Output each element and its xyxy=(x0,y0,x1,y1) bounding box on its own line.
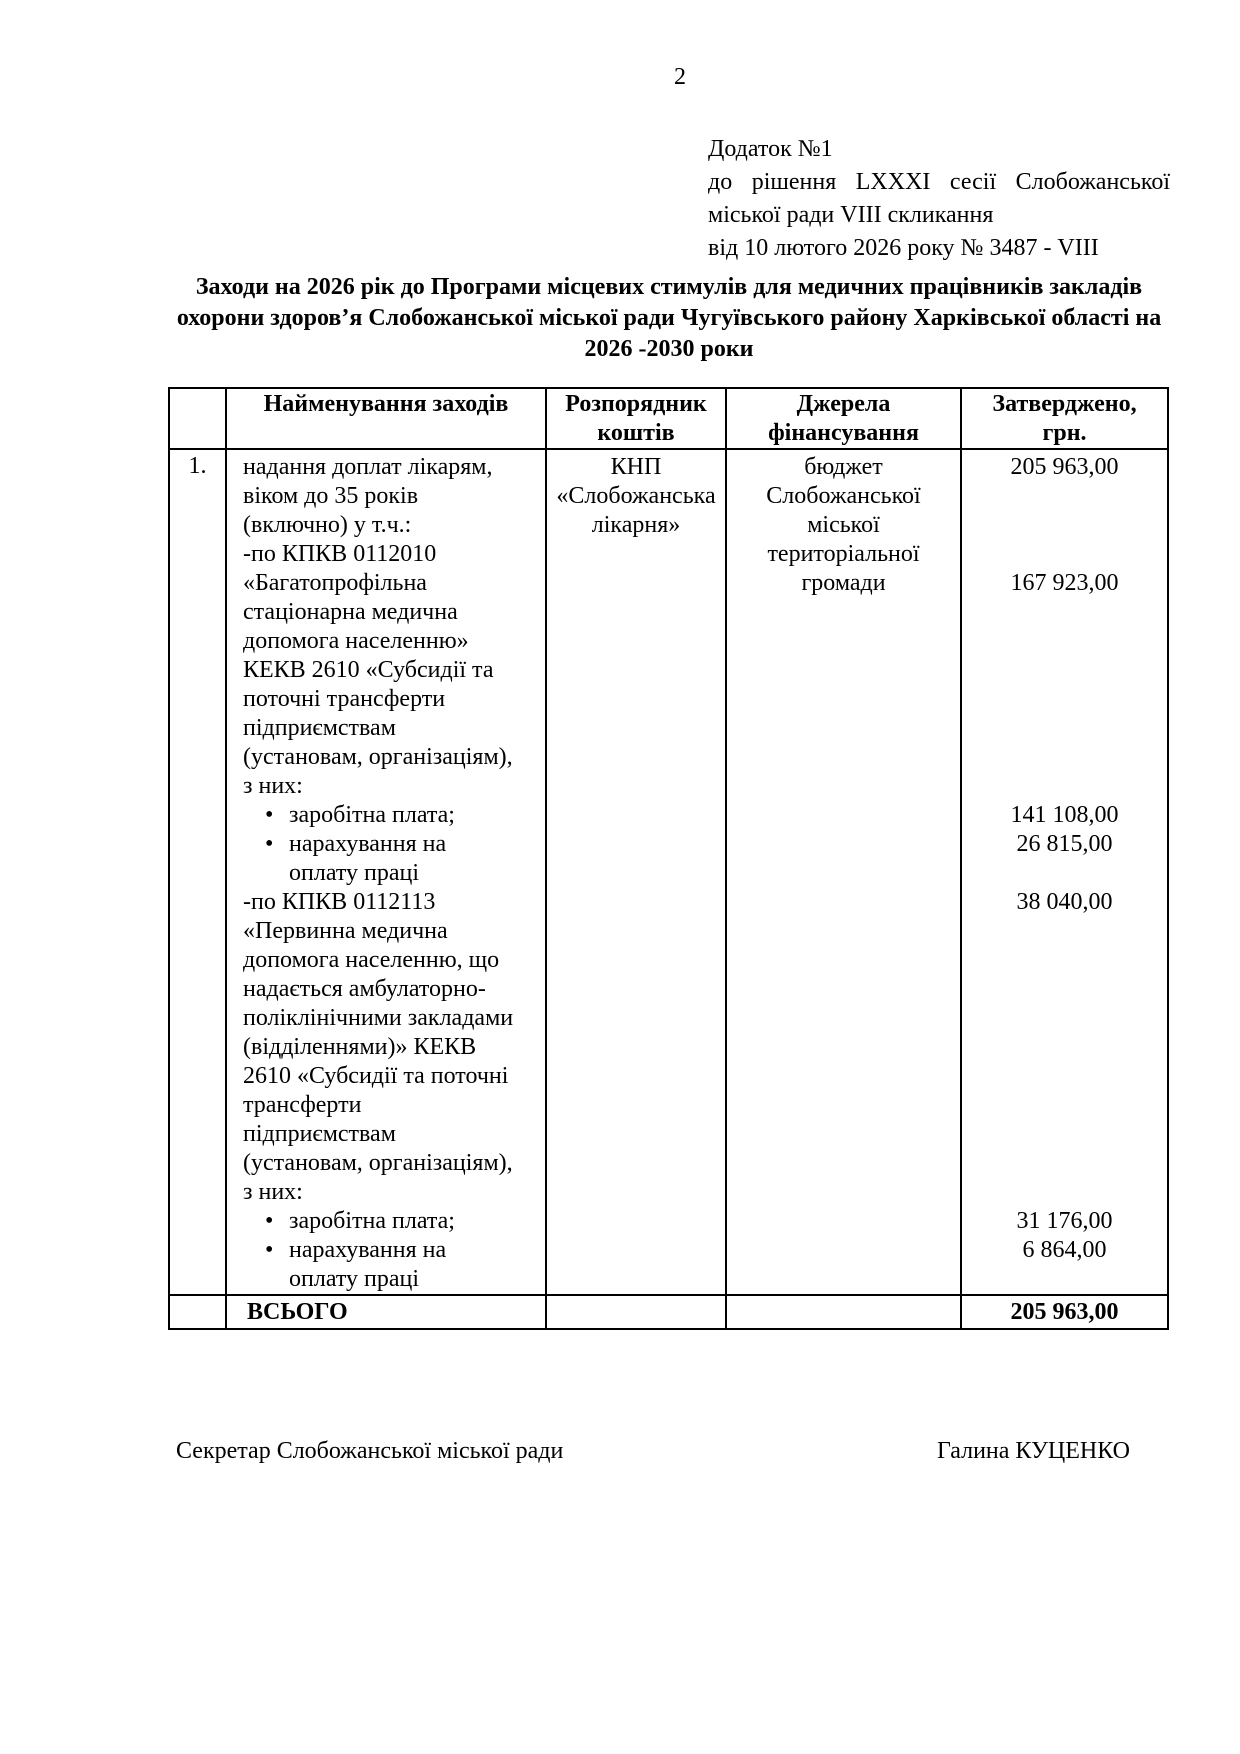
cell-approved-amounts xyxy=(961,449,1168,1295)
measure-line: (установам, організаціям), xyxy=(243,744,513,770)
measure-line: підприємствам xyxy=(243,715,396,741)
table-total-row xyxy=(169,1295,1168,1329)
measure-line: стаціонарна медична xyxy=(243,599,458,625)
amount-line xyxy=(962,975,1167,1004)
page-number: 2 xyxy=(674,64,686,90)
title-line: 2026 -2030 роки xyxy=(584,336,754,362)
title-line: охорони здоров’я Слобожанської міської ради Чугуївського району Харківської області на xyxy=(176,305,1162,331)
total-amount: 205 963,00 xyxy=(961,1295,1168,1329)
amount-line xyxy=(962,540,1167,569)
measure-line: надання доплат лікарям, xyxy=(243,454,493,480)
cell-measure-name xyxy=(226,449,546,1295)
manager-line: КНП xyxy=(610,454,662,480)
amount-line xyxy=(962,1265,1167,1294)
amount-line: 141 108,00 xyxy=(1010,802,1119,828)
amount-line xyxy=(962,598,1167,627)
measure-line: • заробітна плата; xyxy=(243,801,541,830)
total-empty-manager xyxy=(546,1295,726,1329)
amount-line xyxy=(962,772,1167,801)
header-line: Найменування заходів xyxy=(263,391,509,417)
amount-line: 6 864,00 xyxy=(1022,1237,1107,1263)
measure-line: з них: xyxy=(243,773,303,799)
cell-funds-manager xyxy=(546,449,726,1295)
amount-line xyxy=(962,1004,1167,1033)
measure-line: допомога населенню, що xyxy=(243,947,500,973)
amount-line xyxy=(962,656,1167,685)
measure-line: з них: xyxy=(243,1179,303,1205)
amount-line xyxy=(962,1033,1167,1062)
header-line: Розпорядник xyxy=(565,391,707,417)
title-line: Заходи на 2026 рік до Програми місцевих стимулів для медичних працівників закладів xyxy=(195,274,1143,300)
measure-line: підприємствам xyxy=(243,1121,396,1147)
table-header-row xyxy=(169,388,1168,449)
appendix-line: до рішення LXXXI сесії Слобожанської xyxy=(708,169,1170,195)
measure-line: -по КПКВ 0112010 xyxy=(243,541,437,567)
amount-line xyxy=(962,1149,1167,1178)
source-line: міської xyxy=(807,512,880,538)
measure-line: віком до 35 років xyxy=(243,483,419,509)
amount-line xyxy=(962,714,1167,743)
header-cell-approved xyxy=(961,388,1168,449)
amount-line: 167 923,00 xyxy=(1010,570,1119,596)
measure-line: (установам, організаціям), xyxy=(243,1150,513,1176)
amount-line xyxy=(962,511,1167,540)
amount-line xyxy=(962,1178,1167,1207)
document-title xyxy=(168,272,1170,365)
signature-block xyxy=(176,1437,1130,1465)
secretary-name: Галина КУЦЕНКО xyxy=(936,1438,1130,1464)
amount-line xyxy=(962,685,1167,714)
measure-line: поточні трансферти xyxy=(243,686,446,712)
cell-row-number: 1. xyxy=(169,449,226,1295)
amount-line: 205 963,00 xyxy=(1010,454,1119,480)
measure-line: оплату праці xyxy=(289,860,420,886)
measure-line: КЕКВ 2610 «Субсидії та xyxy=(243,657,494,683)
appendix-line: від 10 лютого 2026 року № 3487 - VIII xyxy=(708,235,1099,261)
appendix-block xyxy=(708,133,1170,265)
measure-line: (включно) у т.ч.: xyxy=(243,512,412,538)
amount-line xyxy=(962,1120,1167,1149)
measure-line: трансферти xyxy=(243,1092,362,1118)
secretary-title: Секретар Слобожанської міської ради xyxy=(176,1438,564,1464)
header-cell-num xyxy=(169,388,226,449)
amount-line xyxy=(962,946,1167,975)
source-line: громади xyxy=(801,570,886,596)
header-line: грн. xyxy=(1042,420,1087,446)
amount-line xyxy=(962,627,1167,656)
header-line: фінансування xyxy=(768,420,919,446)
measure-line: надається амбулаторно- xyxy=(243,976,486,1002)
header-cell-source xyxy=(726,388,961,449)
header-line: коштів xyxy=(597,420,675,446)
header-cell-manager xyxy=(546,388,726,449)
measure-line: • заробітна плата; xyxy=(243,1207,541,1236)
header-line: Затверджено, xyxy=(992,391,1137,417)
measures-table xyxy=(168,387,1169,1330)
amount-line: 38 040,00 xyxy=(1016,889,1113,915)
amount-line: 26 815,00 xyxy=(1016,831,1113,857)
source-line: територіальної xyxy=(767,541,920,567)
measure-line: • нарахування на xyxy=(243,1236,541,1265)
measure-line: оплату праці xyxy=(289,1266,420,1292)
header-cell-name xyxy=(226,388,546,449)
amount-line xyxy=(962,859,1167,888)
measure-line: • нарахування на xyxy=(243,830,541,859)
amount-line xyxy=(962,917,1167,946)
measure-line: 2610 «Субсидії та поточні xyxy=(243,1063,509,1089)
total-empty-num xyxy=(169,1295,226,1329)
source-line: бюджет xyxy=(804,454,883,480)
measure-line: «Первинна медична xyxy=(243,918,448,944)
measure-line: (відділеннями)» КЕКВ xyxy=(243,1034,477,1060)
table-body-row xyxy=(169,449,1168,1295)
amount-line xyxy=(962,743,1167,772)
appendix-line: Додаток №1 xyxy=(708,136,833,162)
measure-line: поліклінічними закладами xyxy=(243,1005,514,1031)
header-line: Джерела xyxy=(796,391,891,417)
amount-line xyxy=(962,482,1167,511)
amount-line xyxy=(962,1091,1167,1120)
source-line: Слобожанської xyxy=(766,483,921,509)
manager-line: лікарня» xyxy=(591,512,681,538)
amount-line xyxy=(962,1062,1167,1091)
total-label: ВСЬОГО xyxy=(226,1295,546,1329)
cell-funding-source xyxy=(726,449,961,1295)
measure-line: допомога населенню» xyxy=(243,628,469,654)
manager-line: «Слобожанська xyxy=(556,483,716,509)
appendix-line: міської ради VIII скликання xyxy=(708,202,994,228)
measure-line: «Багатопрофільна xyxy=(243,570,427,596)
total-empty-source xyxy=(726,1295,961,1329)
amount-line: 31 176,00 xyxy=(1016,1208,1113,1234)
measure-line: -по КПКВ 0112113 xyxy=(243,889,436,915)
